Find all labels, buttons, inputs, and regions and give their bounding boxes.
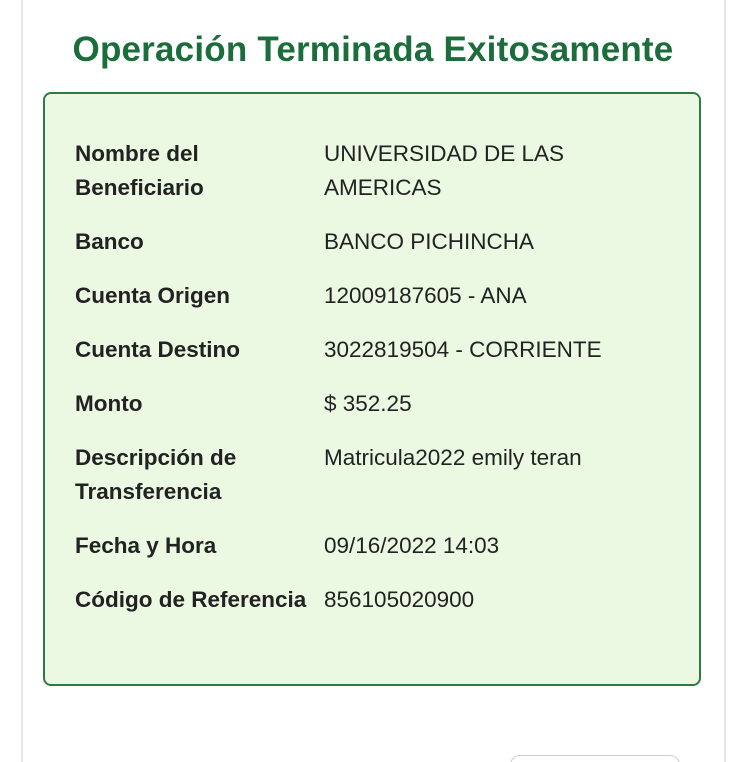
- detail-value: 12009187605 - ANA: [324, 283, 527, 308]
- detail-label: Descripción de Transferencia: [75, 445, 237, 504]
- detail-value: BANCO PICHINCHA: [324, 229, 535, 254]
- detail-label: Código de Referencia: [75, 587, 307, 612]
- frame-border-right: [724, 0, 726, 762]
- detail-value: Matricula2022 emily teran: [324, 445, 582, 470]
- detail-value: 09/16/2022 14:03: [324, 533, 500, 558]
- detail-label: Nombre del Beneficiario: [75, 141, 204, 200]
- transfer-details-card: [43, 92, 701, 686]
- page-title: Operación Terminada Exitosamente: [72, 30, 674, 69]
- frame-border-left: [21, 0, 23, 762]
- detail-value: 3022819504 - CORRIENTE: [324, 337, 602, 362]
- detail-label: Fecha y Hora: [75, 533, 217, 558]
- detail-value: UNIVERSIDAD DE LAS AMERICAS: [324, 141, 565, 200]
- action-button[interactable]: [510, 755, 680, 762]
- detail-label: Monto: [75, 391, 143, 416]
- detail-label: Banco: [75, 229, 144, 254]
- detail-value: 856105020900: [324, 587, 475, 612]
- detail-label: Cuenta Origen: [75, 283, 231, 308]
- detail-value: $ 352.25: [324, 391, 412, 416]
- detail-label: Cuenta Destino: [75, 337, 241, 362]
